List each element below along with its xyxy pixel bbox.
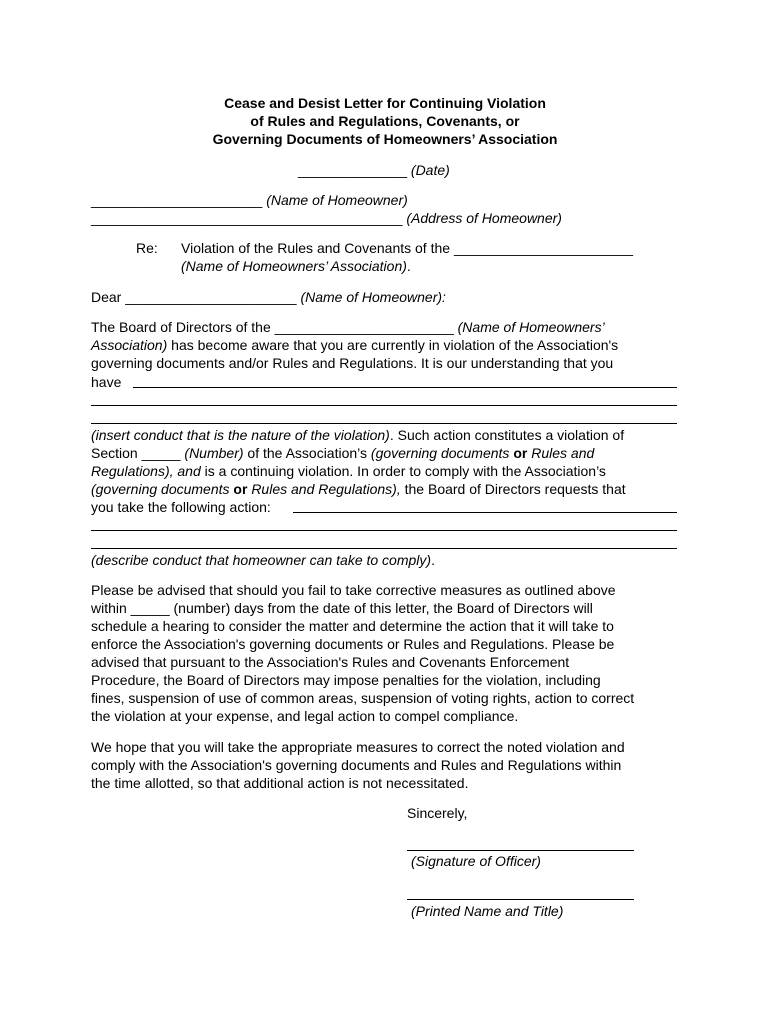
para2-text-3: is a continuing violation. In order to comply with the Association’s — [200, 463, 606, 479]
para1-text-2: has become aware that you are currently in violation of the Association's — [167, 337, 619, 353]
violation-blank-line-2 — [91, 405, 677, 406]
para2-rules-2: Regulations), and — [91, 463, 201, 479]
printed-name-label: (Printed Name and Title) — [411, 903, 564, 919]
salutation-label: (Name of Homeowner): — [300, 289, 446, 305]
para2-line-5: you take the following action: — [91, 499, 271, 515]
para3-period: . — [431, 552, 435, 568]
action-blank-line-3 — [91, 548, 677, 549]
homeowner-name-label: (Name of Homeowner) — [266, 192, 408, 208]
para2-line-2 — [91, 444, 594, 462]
para2-or-1: or — [509, 445, 532, 461]
homeowner-address-label: (Address of Homeowner) — [406, 210, 562, 226]
para2-rules-3: Rules and Regulations), — [251, 481, 401, 497]
re-period: . — [406, 258, 411, 274]
violation-blank-line-1 — [133, 387, 677, 388]
re-assoc-label: (Name of Homeowners’ Association) — [181, 258, 407, 274]
para4-line-1: Please be advised that should you fail to take corrective measures as outlined above — [91, 582, 616, 598]
para5-line-3: the time allotted, so that additional action is not necessitated. — [91, 775, 469, 791]
para1-text-1: The Board of Directors of the — [91, 319, 271, 335]
para2-gov-docs-2: (governing documents — [91, 481, 230, 497]
para2-text-2: of the Association’s — [243, 445, 371, 461]
action-blank-line-2 — [91, 530, 677, 531]
violation-blank-line-3 — [91, 423, 677, 424]
signature-label: (Signature of Officer) — [411, 853, 541, 869]
title-line-1: Cease and Desist Letter for Continuing Violation — [224, 95, 546, 111]
para4-line-3: schedule a hearing to consider the matter and determine the action that it will take to — [91, 618, 614, 634]
signature-line — [407, 850, 634, 851]
date-label: (Date) — [410, 162, 450, 178]
re-line-2 — [181, 257, 411, 275]
closing: Sincerely, — [407, 805, 468, 821]
para3-line — [91, 551, 435, 569]
re-blank: _______________________ — [453, 240, 634, 256]
para1-line-4: have — [91, 374, 122, 390]
re-line-1 — [181, 239, 633, 257]
para2-section: Section _____ — [91, 445, 185, 461]
para2-number-label: (Number) — [184, 445, 244, 461]
para5-line-2: comply with the Association's governing documents and Rules and Regulations within — [91, 757, 622, 773]
para1-assoc-label-1: (Name of Homeowners’ — [457, 319, 605, 335]
salutation-blank: ______________________ — [125, 289, 297, 305]
title-line-3: Governing Documents of Homeowners’ Association — [212, 131, 558, 147]
para1-line-1 — [91, 318, 605, 336]
para2-rules-1: Rules and — [531, 445, 595, 461]
para2-text-4: the Board of Directors requests that — [400, 481, 626, 497]
homeowner-name-line — [91, 191, 408, 209]
para5-line-1: We hope that you will take the appropriate measures to correct the noted violation and — [91, 739, 625, 755]
date-line — [298, 161, 450, 179]
salutation — [91, 288, 446, 306]
para4-line-4: enforce the Association's governing documents or Rules and Regulations. Please be — [91, 636, 615, 652]
para1-line-3: governing documents and/or Rules and Regulations. It is our understanding that you — [91, 355, 614, 371]
homeowner-address-line — [91, 209, 562, 227]
printed-name-line — [407, 899, 634, 900]
para4-line-8: the violation at your expense, and legal action to compel compliance. — [91, 708, 519, 724]
para2-or-2: or — [229, 481, 252, 497]
para1-blank: _______________________ — [274, 319, 454, 335]
para2-violation-label: (insert conduct that is the nature of the violation) — [91, 427, 390, 443]
para3-label: (describe conduct that homeowner can take to comply) — [91, 552, 432, 568]
salutation-dear: Dear — [91, 289, 122, 305]
para1-line-2 — [91, 336, 618, 354]
para4-line-6: Procedure, the Board of Directors may impose penalties for the violation, including — [91, 672, 601, 688]
para2-text-1: . Such action constitutes a violation of — [389, 427, 625, 443]
re-label: Re: — [136, 240, 158, 256]
re-text: Violation of the Rules and Covenants of the — [181, 240, 451, 256]
para2-line-3 — [91, 462, 606, 480]
para4-line-7: fines, suspension of use of common areas, suspension of voting rights, action to correct — [91, 690, 635, 706]
date-blank: ______________ — [298, 162, 408, 178]
title-line-2: of Rules and Regulations, Covenants, or — [250, 113, 520, 129]
homeowner-address-blank: ________________________________________ — [91, 210, 403, 226]
para4-line-5: advised that pursuant to the Association's Rules and Covenants Enforcement — [91, 654, 570, 670]
para1-assoc-label-2: Association) — [91, 337, 168, 353]
homeowner-name-blank: ______________________ — [91, 192, 263, 208]
action-blank-line-1 — [293, 512, 677, 513]
para4-line-2: within _____ (number) days from the date of this letter, the Board of Directors will — [91, 600, 593, 616]
para2-gov-docs-1: (governing documents — [370, 445, 510, 461]
para2-line-1 — [91, 426, 624, 444]
para2-line-4 — [91, 480, 626, 498]
